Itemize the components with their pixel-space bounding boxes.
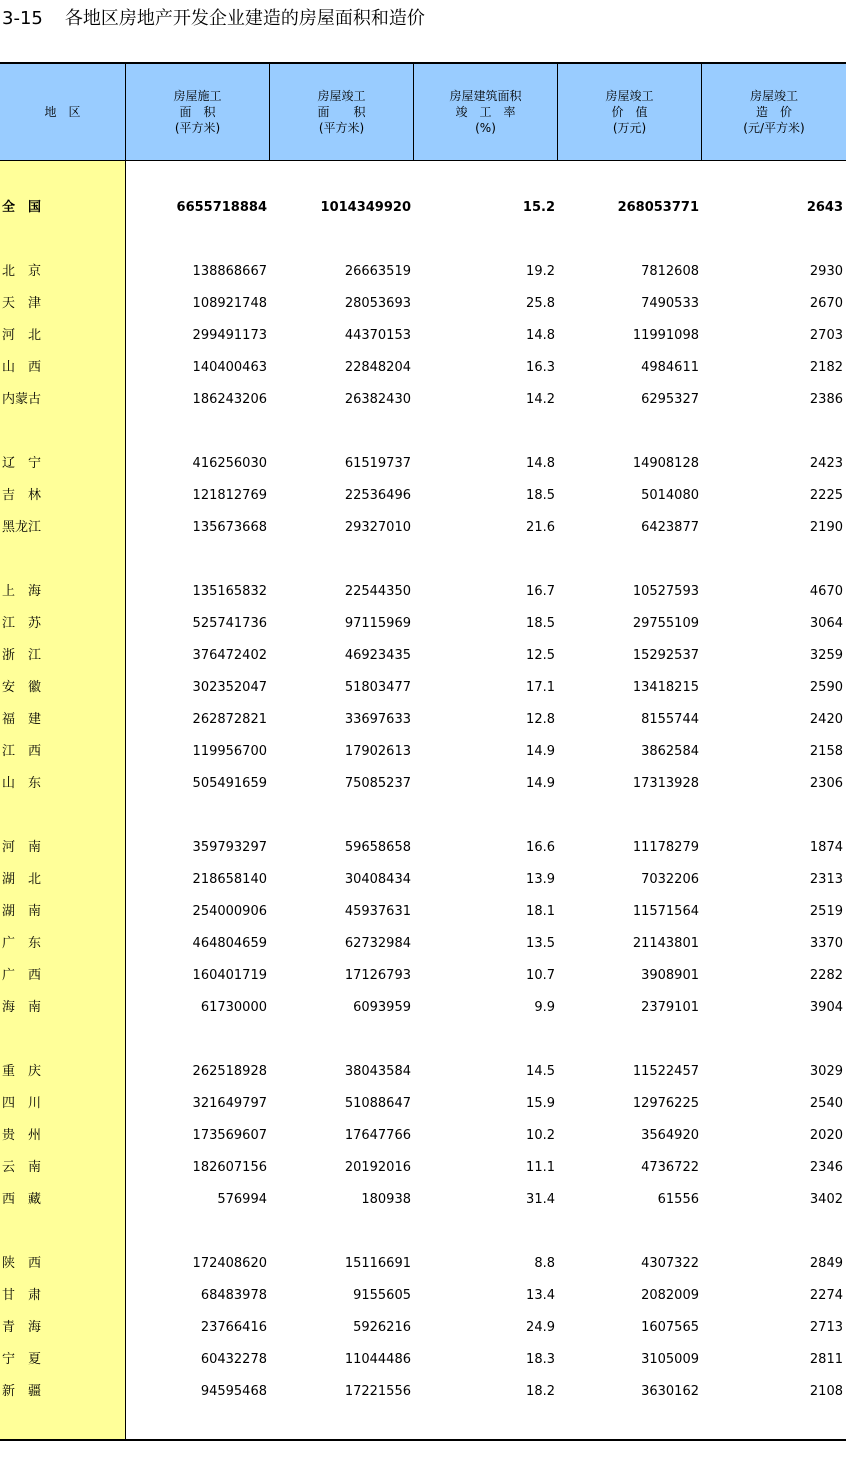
completed-area-cell: 62732984 [344,936,411,951]
construction-area-cell: 61730000 [200,1000,267,1015]
completed-value-cell: 15292537 [632,648,699,663]
unit-cost-cell: 2713 [809,1320,843,1335]
region-name-cell: 吉 林 [2,488,42,503]
table-row [0,512,846,544]
completion-rate-cell: 18.5 [526,488,555,503]
completed-value-cell: 11991098 [632,328,699,343]
completed-area-cell: 51803477 [344,680,411,695]
unit-cost-cell: 2313 [809,872,843,887]
completion-rate-cell: 10.7 [526,968,555,983]
completed-value-cell: 268053771 [617,200,699,215]
completed-value-cell: 11522457 [632,1064,699,1079]
completed-area-cell: 5926216 [353,1320,411,1335]
completed-value-cell: 17313928 [632,776,699,791]
construction-area-cell: 94595468 [200,1384,267,1399]
table-row [0,640,846,672]
completed-value-cell: 3862584 [641,744,699,759]
completed-value-cell: 11178279 [632,840,699,855]
construction-area-cell: 60432278 [200,1352,267,1367]
unit-cost-cell: 2225 [809,488,843,503]
completed-value-cell: 8155744 [641,712,699,727]
completion-rate-cell: 17.1 [526,680,555,695]
construction-area-cell: 359793297 [192,840,267,855]
completed-area-cell: 33697633 [344,712,411,727]
completed-value-cell: 21143801 [632,936,699,951]
region-name-cell: 云 南 [2,1160,42,1175]
completed-area-cell: 28053693 [344,296,411,311]
region-name-cell: 河 北 [2,328,42,343]
completed-area-cell: 29327010 [344,520,411,535]
completed-area-cell: 30408434 [344,872,411,887]
unit-cost-cell: 2274 [809,1288,843,1303]
completion-rate-cell: 15.2 [522,200,555,215]
table-row [0,384,846,416]
completed-area-cell: 1014349920 [320,200,411,215]
completed-value-cell: 3564920 [641,1128,699,1143]
region-name-cell: 海 南 [2,1000,42,1015]
construction-area-cell: 525741736 [192,616,267,631]
region-name-cell: 宁 夏 [2,1352,42,1367]
table-row [0,1248,846,1280]
construction-area-cell: 302352047 [192,680,267,695]
table-row [0,704,846,736]
completed-value-cell: 7032206 [641,872,699,887]
completed-value-cell: 3630162 [641,1384,699,1399]
completed-area-cell: 26663519 [344,264,411,279]
table-header [0,64,846,160]
unit-cost-cell: 2590 [809,680,843,695]
completion-rate-cell: 11.1 [526,1160,555,1175]
unit-cost-cell: 2519 [809,904,843,919]
region-name-cell: 青 海 [2,1320,42,1335]
bottom-rule [0,1439,846,1441]
table-row [0,672,846,704]
completed-area-cell: 22848204 [344,360,411,375]
construction-area-cell: 376472402 [192,648,267,663]
table-row [0,1280,846,1312]
completion-rate-cell: 15.9 [526,1096,555,1111]
unit-cost-cell: 2282 [809,968,843,983]
construction-area-cell: 135165832 [192,584,267,599]
unit-cost-cell: 2643 [806,200,843,215]
completion-rate-cell: 24.9 [526,1320,555,1335]
completed-area-cell: 6093959 [353,1000,411,1015]
table-row-total [0,192,846,224]
unit-cost-cell: 2190 [809,520,843,535]
completion-rate-cell: 16.7 [526,584,555,599]
table-row [0,736,846,768]
completion-rate-cell: 19.2 [526,264,555,279]
region-name-cell: 全 国 [2,200,42,215]
completion-rate-cell: 16.3 [526,360,555,375]
completed-value-cell: 6423877 [641,520,699,535]
header-divider [269,64,270,160]
region-name-cell: 甘 肃 [2,1288,42,1303]
completion-rate-cell: 14.2 [526,392,555,407]
header-unit-cost: 房屋竣工 造 价 (元/平方米) [743,89,805,135]
construction-area-cell: 321649797 [192,1096,267,1111]
completed-area-cell: 17126793 [344,968,411,983]
completed-area-cell: 15116691 [344,1256,411,1271]
completion-rate-cell: 13.4 [526,1288,555,1303]
region-name-cell: 重 庆 [2,1064,42,1079]
table-row [0,960,846,992]
table-row [0,1376,846,1408]
completion-rate-cell: 14.9 [526,744,555,759]
region-name-cell: 湖 南 [2,904,42,919]
completed-area-cell: 51088647 [344,1096,411,1111]
completed-area-cell: 17221556 [344,1384,411,1399]
region-name-cell: 上 海 [2,584,42,599]
completion-rate-cell: 9.9 [534,1000,555,1015]
unit-cost-cell: 2420 [809,712,843,727]
table-row [0,608,846,640]
header-divider [701,64,702,160]
completed-value-cell: 13418215 [632,680,699,695]
completed-value-cell: 61556 [657,1192,699,1207]
completion-rate-cell: 16.6 [526,840,555,855]
completed-area-cell: 97115969 [344,616,411,631]
construction-area-cell: 505491659 [192,776,267,791]
completed-area-cell: 180938 [361,1192,411,1207]
completed-value-cell: 11571564 [632,904,699,919]
table-row [0,1312,846,1344]
completed-area-cell: 22544350 [344,584,411,599]
unit-cost-cell: 3904 [809,1000,843,1015]
completed-value-cell: 14908128 [632,456,699,471]
completed-value-cell: 1607565 [641,1320,699,1335]
construction-area-cell: 121812769 [192,488,267,503]
completion-rate-cell: 12.8 [526,712,555,727]
completed-value-cell: 4307322 [641,1256,699,1271]
region-name-cell: 贵 州 [2,1128,42,1143]
unit-cost-cell: 3259 [809,648,843,663]
construction-area-cell: 262872821 [192,712,267,727]
table-row [0,1056,846,1088]
completion-rate-cell: 14.8 [526,328,555,343]
table-row [0,576,846,608]
unit-cost-cell: 2346 [809,1160,843,1175]
table-row [0,1152,846,1184]
completed-area-cell: 46923435 [344,648,411,663]
construction-area-cell: 299491173 [192,328,267,343]
unit-cost-cell: 2703 [809,328,843,343]
completion-rate-cell: 18.2 [526,1384,555,1399]
unit-cost-cell: 2108 [809,1384,843,1399]
unit-cost-cell: 2306 [809,776,843,791]
region-name-cell: 江 西 [2,744,42,759]
header-construction-area: 房屋施工 面 积 (平方米) [173,89,222,135]
region-name-cell: 北 京 [2,264,42,279]
construction-area-cell: 138868667 [192,264,267,279]
completed-area-cell: 59658658 [344,840,411,855]
completed-value-cell: 10527593 [632,584,699,599]
header-completed-area: 房屋竣工 面 积 (平方米) [317,89,366,135]
unit-cost-cell: 2386 [809,392,843,407]
construction-area-cell: 186243206 [192,392,267,407]
completed-value-cell: 4736722 [641,1160,699,1175]
construction-area-cell: 68483978 [200,1288,267,1303]
region-name-cell: 四 川 [2,1096,42,1111]
completed-value-cell: 6295327 [641,392,699,407]
completed-value-cell: 2379101 [641,1000,699,1015]
table-row [0,1120,846,1152]
region-name-cell: 福 建 [2,712,42,727]
region-name-cell: 山 西 [2,360,42,375]
unit-cost-cell: 2811 [809,1352,843,1367]
table-row [0,352,846,384]
unit-cost-cell: 3402 [809,1192,843,1207]
completed-area-cell: 38043584 [344,1064,411,1079]
unit-cost-cell: 2849 [809,1256,843,1271]
table-row [0,1184,846,1216]
construction-area-cell: 218658140 [192,872,267,887]
completion-rate-cell: 13.9 [526,872,555,887]
completed-area-cell: 9155605 [353,1288,411,1303]
region-name-cell: 山 东 [2,776,42,791]
completed-area-cell: 61519737 [344,456,411,471]
construction-area-cell: 160401719 [192,968,267,983]
region-name-cell: 安 徽 [2,680,42,695]
table-row [0,896,846,928]
header-completion-rate: 房屋建筑面积 竣 工 率 (%) [449,89,522,135]
region-name-cell: 内蒙古 [2,392,42,407]
completion-rate-cell: 21.6 [526,520,555,535]
construction-area-cell: 135673668 [192,520,267,535]
construction-area-cell: 6655718884 [176,200,267,215]
unit-cost-cell: 2540 [809,1096,843,1111]
region-name-cell: 新 疆 [2,1384,42,1399]
table-row [0,256,846,288]
construction-area-cell: 172408620 [192,1256,267,1271]
completed-area-cell: 45937631 [344,904,411,919]
construction-area-cell: 416256030 [192,456,267,471]
table-row [0,768,846,800]
completed-value-cell: 5014080 [641,488,699,503]
completed-value-cell: 7490533 [641,296,699,311]
region-name-cell: 黑龙江 [2,520,42,535]
table-row [0,928,846,960]
construction-area-cell: 173569607 [192,1128,267,1143]
unit-cost-cell: 1874 [809,840,843,855]
region-name-cell: 广 东 [2,936,42,951]
region-name-cell: 陕 西 [2,1256,42,1271]
completed-value-cell: 4984611 [641,360,699,375]
construction-area-cell: 464804659 [192,936,267,951]
completion-rate-cell: 10.2 [526,1128,555,1143]
completion-rate-cell: 14.5 [526,1064,555,1079]
region-name-cell: 江 苏 [2,616,42,631]
header-divider [557,64,558,160]
completed-value-cell: 12976225 [632,1096,699,1111]
completion-rate-cell: 31.4 [526,1192,555,1207]
table-row [0,320,846,352]
completion-rate-cell: 14.8 [526,456,555,471]
completion-rate-cell: 25.8 [526,296,555,311]
construction-area-cell: 182607156 [192,1160,267,1175]
construction-area-cell: 140400463 [192,360,267,375]
completion-rate-cell: 18.5 [526,616,555,631]
region-name-cell: 辽 宁 [2,456,42,471]
region-name-cell: 浙 江 [2,648,42,663]
region-name-cell: 湖 北 [2,872,42,887]
header-bottom-rule [0,160,846,161]
table-row [0,480,846,512]
table-row [0,992,846,1024]
region-name-cell: 天 津 [2,296,42,311]
table-number: 3-15 [2,8,43,29]
completed-area-cell: 20192016 [344,1160,411,1175]
table-row [0,288,846,320]
completion-rate-cell: 14.9 [526,776,555,791]
unit-cost-cell: 4670 [809,584,843,599]
header-region: 地 区 [44,105,81,119]
table-row [0,448,846,480]
region-name-cell: 河 南 [2,840,42,855]
construction-area-cell: 108921748 [192,296,267,311]
completed-value-cell: 29755109 [632,616,699,631]
table-title: 各地区房地产开发企业建造的房屋面积和造价 [64,8,425,29]
unit-cost-cell: 3064 [809,616,843,631]
completed-area-cell: 26382430 [344,392,411,407]
header-completed-value: 房屋竣工 价 值 (万元) [605,89,654,135]
unit-cost-cell: 2020 [809,1128,843,1143]
construction-area-cell: 262518928 [192,1064,267,1079]
region-name-cell: 广 西 [2,968,42,983]
completed-value-cell: 3908901 [641,968,699,983]
completion-rate-cell: 12.5 [526,648,555,663]
completed-area-cell: 11044486 [344,1352,411,1367]
unit-cost-cell: 3370 [809,936,843,951]
table-row [0,1344,846,1376]
table-row [0,864,846,896]
completed-area-cell: 22536496 [344,488,411,503]
page-title [2,4,425,34]
table-row [0,1088,846,1120]
completion-rate-cell: 13.5 [526,936,555,951]
header-divider [413,64,414,160]
completed-area-cell: 75085237 [344,776,411,791]
completion-rate-cell: 18.3 [526,1352,555,1367]
completed-value-cell: 7812608 [641,264,699,279]
unit-cost-cell: 2930 [809,264,843,279]
table-row [0,832,846,864]
unit-cost-cell: 2158 [809,744,843,759]
unit-cost-cell: 3029 [809,1064,843,1079]
completed-value-cell: 2082009 [641,1288,699,1303]
completed-area-cell: 17647766 [344,1128,411,1143]
completion-rate-cell: 18.1 [526,904,555,919]
unit-cost-cell: 2423 [809,456,843,471]
completion-rate-cell: 8.8 [534,1256,555,1271]
region-name-cell: 西 藏 [2,1192,42,1207]
construction-area-cell: 119956700 [192,744,267,759]
completed-area-cell: 17902613 [344,744,411,759]
construction-area-cell: 23766416 [200,1320,267,1335]
construction-area-cell: 254000906 [192,904,267,919]
construction-area-cell: 576994 [217,1192,267,1207]
unit-cost-cell: 2670 [809,296,843,311]
unit-cost-cell: 2182 [809,360,843,375]
completed-area-cell: 44370153 [344,328,411,343]
completed-value-cell: 3105009 [641,1352,699,1367]
